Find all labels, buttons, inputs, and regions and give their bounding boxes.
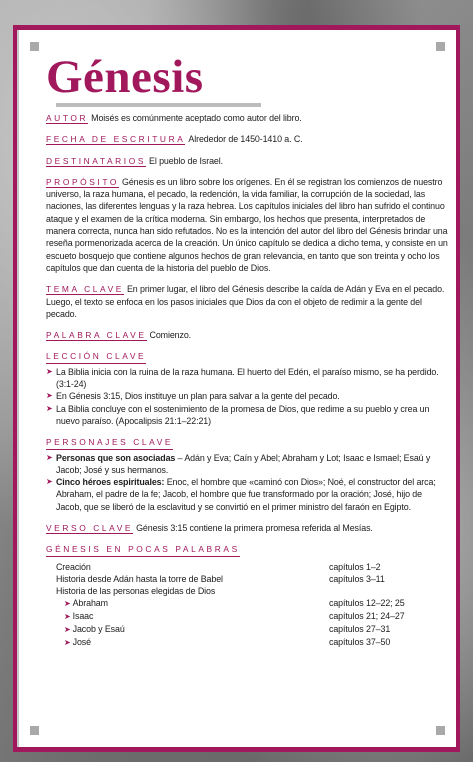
section-destinatarios (46, 155, 448, 167)
section-personajes (46, 436, 448, 513)
page-title: Génesis (46, 51, 204, 103)
label-tema: TEMA CLAVE (46, 284, 124, 295)
label-proposito: PROPÓSITO (46, 176, 120, 187)
list-item: ➤ La Biblia inicia con la ruina de la raza humana. El huerto del Edén, el paraíso mismo, se ha perdido. (3:1-24) (46, 366, 439, 390)
text-fecha: Alrededor de 1450-1410 a. C. (188, 134, 303, 145)
text-verso: Génesis 3:15 contiene la primera promesa referida al Mesías. (136, 523, 373, 534)
label-pocas-palabras: GÉNESIS EN POCAS PALABRAS (46, 543, 240, 556)
list-item: ➤ Personas que son asociadas – Adán y Eva; Caín y Abel; Abraham y Lot; Isaac e Ismael; Esaú y Jacob; José y sus hermanos. (46, 452, 431, 475)
arrow-bullet-icon: ➤ (46, 403, 53, 413)
section-palabra (46, 329, 448, 341)
section-fecha (46, 133, 448, 145)
title-underline (56, 103, 261, 107)
table-row: ➤ José capítulos 37–50 (64, 637, 391, 648)
leccion-list (46, 366, 448, 427)
label-leccion: LECCIÓN CLAVE (46, 350, 146, 363)
corner-square-bottom-left (30, 726, 39, 735)
content-body (46, 112, 448, 649)
table-row: ➤ Jacob y Esaú capítulos 27–31 (64, 624, 391, 635)
label-palabra: PALABRA CLAVE (46, 330, 147, 341)
list-item: ➤ La Biblia concluye con el sostenimiento de la promesa de Dios, que redime a su pueblo y crea un nuevo paraíso. (Apocalipsis 21:1–22:21) (46, 403, 430, 426)
list-item: ➤ En Génesis 3:15, Dios instituye un plan para salvar a la gente del pecado. (46, 391, 340, 402)
label-personajes: PERSONAJES CLAVE (46, 436, 173, 449)
text-palabra: Comienzo. (149, 330, 192, 341)
table-row: Historia desde Adán hasta la torre de Babel capítulos 3–11 (56, 573, 385, 584)
table-row: ➤ Abraham capítulos 12–22; 25 (64, 597, 405, 608)
table-row: Creación capítulos 1–2 (56, 561, 381, 572)
corner-square-top-left (30, 42, 39, 51)
label-destinatarios: DESTINATARIOS (46, 155, 147, 166)
text-destinatarios: El pueblo de Israel. (149, 155, 224, 166)
label-autor: AUTOR (46, 113, 89, 123)
corner-square-bottom-right (436, 726, 445, 735)
arrow-bullet-icon: ➤ (64, 611, 71, 621)
section-pocas-palabras (46, 543, 448, 649)
document-page (17, 30, 456, 747)
arrow-bullet-icon: ➤ (64, 598, 71, 608)
title-block (46, 51, 204, 103)
text-proposito: Génesis es un libro sobre los orígenes. En él se registran los comienzos de nuestro universo, la raza humana, el pecado, la redención, la vida familiar, la corrupción de la sociedad, las naciones, las diferentes lenguas y la raza hebrea. Los capítulos iniciales del libro han sufrido el continuo ataque y el examen de la crítica moderna. Sin embargo, los hechos que presenta, interpretados de manera correcta, nunca han sido refutados. No es la intención del autor del libro del Génesis brindar una reseña pormenorizada acerca de la creación. Un único capítulo se dedica a dicho tema, y consiste en un escueto bosquejo que contiene algunos hechos de gran relevancia, en tanto que son treinta y ocho los capítulos que dan cuenta de la historia del pueblo de Dios. (46, 176, 448, 273)
label-fecha: FECHA DE ESCRITURA (46, 134, 186, 145)
arrow-bullet-icon: ➤ (46, 366, 53, 376)
arrow-bullet-icon: ➤ (64, 638, 71, 648)
label-verso: VERSO CLAVE (46, 523, 134, 534)
arrow-bullet-icon: ➤ (46, 477, 53, 487)
list-item: ➤ Cinco héroes espirituales: Enoc, el hombre que «caminó con Dios»; Noé, el constructor del arca; Abraham, el padre de la fe; Jacob, el hombre que fue transformado por la oración; José, hijo de Jacob, que se liberó de la esclavitud y se convirtió en el primer ministro del faraón en Egipto. (46, 477, 436, 512)
section-proposito (46, 176, 448, 274)
section-verso (46, 522, 448, 534)
section-autor (46, 112, 448, 124)
arrow-bullet-icon: ➤ (46, 391, 53, 401)
arrow-bullet-icon: ➤ (64, 625, 71, 635)
summary-table (46, 561, 405, 650)
section-leccion (46, 350, 448, 427)
personajes-list (46, 452, 448, 513)
section-tema (46, 283, 448, 320)
table-row: Historia de las personas elegidas de Dios (56, 585, 216, 596)
text-tema: En primer lugar, el libro del Génesis describe la caída de Adán y Eva en el pecado. Luego, el texto se enfoca en los pasos iniciales que Dios da con el objeto de redimir a la gente del pecado. (46, 284, 445, 319)
table-row: ➤ Isaac capítulos 21; 24–27 (64, 610, 405, 621)
text-autor: Moisés es comúnmente aceptado como autor del libro. (91, 113, 302, 123)
corner-square-top-right (436, 42, 445, 51)
arrow-bullet-icon: ➤ (46, 452, 53, 462)
